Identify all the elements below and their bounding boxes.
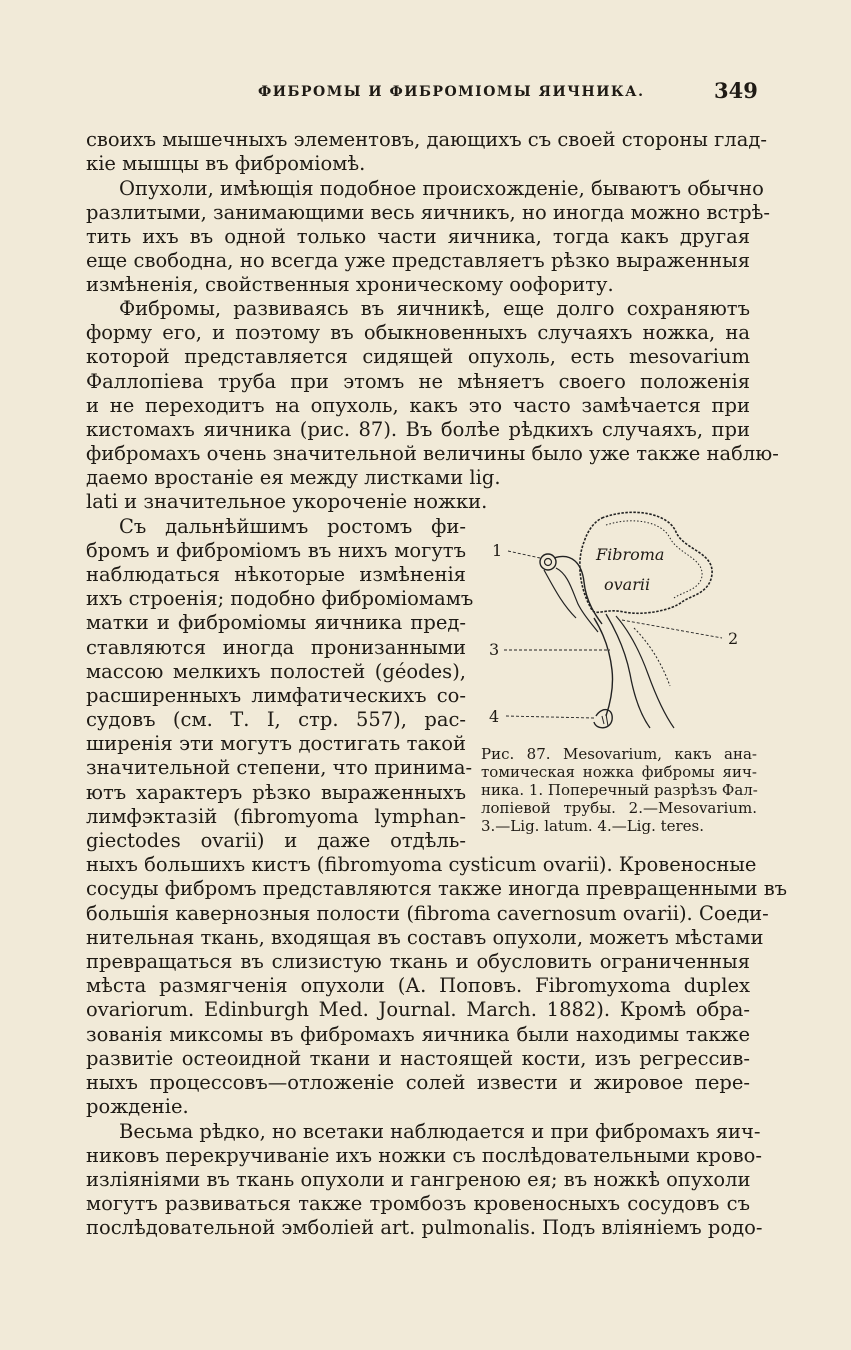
body-line: и не переходитъ на опухоль, какъ это часто замѣчается при xyxy=(86,394,750,417)
body-line: ставляются иногда пронизанными xyxy=(86,636,466,659)
body-line: фибромахъ очень значительной величины было уже также наблю- xyxy=(86,442,779,465)
body-line: Весьма рѣдко, но всетаки наблюдается и при фибромахъ яич- xyxy=(119,1120,761,1143)
figure-87-illustration xyxy=(484,492,760,742)
body-line: судовъ (см. Т. I, стр. 557), рас- xyxy=(86,708,466,731)
body-line: бромъ и фиброміомъ въ нихъ могутъ xyxy=(86,539,466,562)
body-line: кіе мышцы въ фиброміомѣ. xyxy=(86,152,366,175)
body-line: наблюдаться нѣкоторые измѣненія xyxy=(86,563,466,586)
body-line: Съ дальнѣйшимъ ростомъ фи- xyxy=(119,515,466,538)
body-line: массою мелкихъ полостей (géodes), xyxy=(86,660,466,683)
body-line: сосуды фибромъ представляются также иногда превращенными въ xyxy=(86,877,788,900)
body-line: измѣненія, свойственныя хроническому оофориту. xyxy=(86,273,614,296)
body-line: ширенія эти могутъ достигать такой xyxy=(86,732,466,755)
body-line: ихъ строенія; подобно фиброміомамъ xyxy=(86,587,474,610)
body-line: значительной степени, что принима- xyxy=(86,756,473,779)
figure-text-ovarii: ovarii xyxy=(604,575,651,594)
figure-label-4: 4 xyxy=(489,707,500,726)
body-line: кистомахъ яичника (рис. 87). Въ болѣе рѣдкихъ случаяхъ, при xyxy=(86,418,750,441)
body-line: никовъ перекручиваніе ихъ ножки съ послѣдовательными крово- xyxy=(86,1144,762,1167)
figure-caption-line: томическая ножка фибромы яич- xyxy=(481,763,757,781)
body-line: рожденіе. xyxy=(86,1095,189,1118)
body-line: расширенныхъ лимфатическихъ со- xyxy=(86,684,466,707)
body-line: зованія миксомы въ фибромахъ яичника были находимы также xyxy=(86,1023,750,1046)
figure-caption-line: 3.—Lig. latum. 4.—Lig. teres. xyxy=(481,817,705,835)
body-line: своихъ мышечныхъ элементовъ, дающихъ съ своей стороны глад- xyxy=(86,128,767,151)
figure-label-2: 2 xyxy=(728,629,739,648)
body-line: форму его, и поэтому въ обыкновенныхъ случаяхъ ножка, на xyxy=(86,321,750,344)
body-line: послѣдовательной эмболіей art. pulmonalis. Подъ вліяніемъ родо- xyxy=(86,1216,763,1239)
figure-caption-line: ника. 1. Поперечный разрѣзъ Фал- xyxy=(481,781,758,799)
body-line: нительная ткань, входящая въ составъ опухоли, можетъ мѣстами xyxy=(86,926,764,949)
body-line: развитіе остеоидной ткани и настоящей кости, изъ регрессив- xyxy=(86,1047,750,1070)
body-line: Фаллопіева труба при этомъ не мѣняетъ своего положенія xyxy=(86,370,750,393)
body-line: giectodes ovarii) и даже отдѣль- xyxy=(86,829,466,852)
page-number: 349 xyxy=(714,78,758,103)
body-line: тить ихъ въ одной только части яичника, тогда какъ другая xyxy=(86,225,750,248)
body-line: ютъ характеръ рѣзко выраженныхъ xyxy=(86,781,466,804)
body-line: лимфэктазій (fibromyoma lymphan- xyxy=(86,805,466,828)
body-line: большія кавернозныя полости (fibroma cavernosum ovarii). Соеди- xyxy=(86,902,769,925)
running-header: ФИБРОМЫ И ФИБРОМІОМЫ ЯИЧНИКА. xyxy=(258,84,645,100)
body-line: Опухоли, имѣющія подобное происхожденіе, бываютъ обычно xyxy=(119,177,764,200)
figure-caption-line: Рис. 87. Mesovarium, какъ ана- xyxy=(481,745,757,763)
body-line: даемо вростаніе ея между листками lig. xyxy=(86,466,501,489)
body-line: изліяніями въ ткань опухоли и гангреною ея; въ ножкѣ опухоли xyxy=(86,1168,751,1191)
body-line: lati и значительное укороченіе ножки. xyxy=(86,490,488,513)
body-line: могутъ развиваться также тромбозъ кровеносныхъ сосудовъ съ xyxy=(86,1192,750,1215)
body-line: ovariorum. Edinburgh Med. Journal. March. 1882). Кромѣ обра- xyxy=(86,998,750,1021)
body-line: которой представляется сидящей опухоль, есть mesovarium xyxy=(86,345,750,368)
figure-label-1: 1 xyxy=(492,541,503,560)
figure-label-3: 3 xyxy=(489,640,500,659)
fallopian-tube-section xyxy=(540,554,556,570)
body-line: превращаться въ слизистую ткань и обусловить ограниченныя xyxy=(86,950,750,973)
body-line: ныхъ процессовъ—отложеніе солей извести и жировое пере- xyxy=(86,1071,750,1094)
body-line: матки и фиброміомы яичника пред- xyxy=(86,611,466,634)
body-line: мѣста размягченія опухоли (А. Поповъ. Fibromyxoma duplex xyxy=(86,974,750,997)
body-line: еще свободна, но всегда уже представляетъ рѣзко выраженныя xyxy=(86,249,750,272)
body-line: разлитыми, занимающими весь яичникъ, но иногда можно встрѣ- xyxy=(86,201,770,224)
body-line: ныхъ большихъ кистъ (fibromyoma cysticum ovarii). Кровеносные xyxy=(86,853,757,876)
body-line: Фибромы, развиваясь въ яичникѣ, еще долго сохраняютъ xyxy=(119,297,750,320)
figure-caption-line: лопіевой трубы. 2.—Mesovarium. xyxy=(481,799,757,817)
figure-text-fibroma: Fibroma xyxy=(596,545,665,564)
